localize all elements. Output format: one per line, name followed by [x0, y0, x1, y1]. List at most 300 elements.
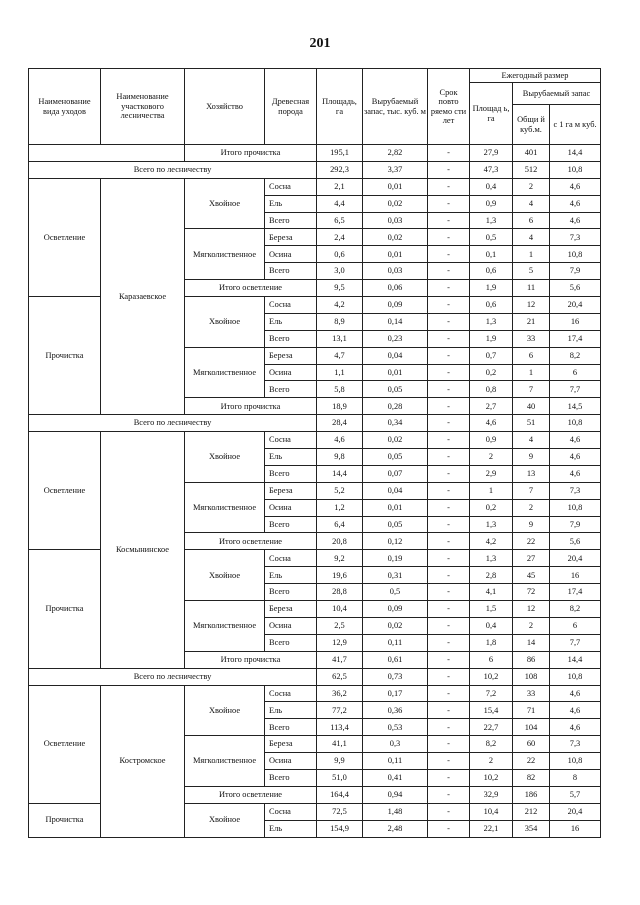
species-name: Ель [265, 313, 317, 330]
species-name: Ель [265, 820, 317, 837]
species-name: Осина [265, 617, 317, 634]
annual-area-cell: 0,2 [470, 364, 513, 381]
stock-cell: 0,11 [363, 753, 428, 770]
annual-area-cell: 0,9 [470, 195, 513, 212]
term-cell: - [428, 803, 470, 820]
stock-cell: 2,82 [363, 145, 428, 162]
stock-cell: 0,41 [363, 769, 428, 786]
area-cell: 292,3 [317, 161, 363, 178]
table-row [29, 415, 601, 432]
annual-total-cell: 212 [513, 803, 550, 820]
stock-cell: 1,48 [363, 803, 428, 820]
farm-name: Мягколиственное [185, 229, 265, 280]
term-cell: - [428, 381, 470, 398]
stock-cell: 0,04 [363, 347, 428, 364]
species-name: Береза [265, 347, 317, 364]
annual-per-ha-cell: 5,6 [550, 533, 601, 550]
total-label: Итого осветление [185, 786, 317, 803]
annual-total-cell: 71 [513, 702, 550, 719]
term-cell: - [428, 432, 470, 449]
species-name: Осина [265, 246, 317, 263]
area-cell: 2,4 [317, 229, 363, 246]
header-annual-per-ha: с 1 га м куб. [550, 105, 601, 145]
area-cell: 3,0 [317, 263, 363, 280]
area-cell: 5,2 [317, 482, 363, 499]
stock-cell: 0,09 [363, 601, 428, 618]
area-cell: 12,9 [317, 634, 363, 651]
term-cell: - [428, 736, 470, 753]
stock-cell: 0,61 [363, 651, 428, 668]
area-cell: 19,6 [317, 567, 363, 584]
stock-cell: 0,14 [363, 313, 428, 330]
term-cell: - [428, 584, 470, 601]
area-cell: 13,1 [317, 330, 363, 347]
annual-total-cell: 13 [513, 465, 550, 482]
annual-area-cell: 0,9 [470, 432, 513, 449]
term-cell: - [428, 516, 470, 533]
annual-total-cell: 6 [513, 347, 550, 364]
annual-per-ha-cell: 10,8 [550, 246, 601, 263]
annual-per-ha-cell: 4,6 [550, 449, 601, 466]
farm-name: Хвойное [185, 297, 265, 348]
species-name: Ель [265, 567, 317, 584]
stock-cell: 3,37 [363, 161, 428, 178]
table-row [29, 161, 601, 178]
annual-total-cell: 9 [513, 449, 550, 466]
term-cell: - [428, 178, 470, 195]
term-cell: - [428, 550, 470, 567]
annual-total-cell: 186 [513, 786, 550, 803]
area-cell: 28,8 [317, 584, 363, 601]
annual-area-cell: 10,2 [470, 769, 513, 786]
annual-total-cell: 86 [513, 651, 550, 668]
annual-area-cell: 1,3 [470, 212, 513, 229]
farm-name: Хвойное [185, 550, 265, 601]
annual-area-cell: 2 [470, 449, 513, 466]
annual-total-cell: 82 [513, 769, 550, 786]
annual-total-cell: 22 [513, 753, 550, 770]
area-cell: 72,5 [317, 803, 363, 820]
term-cell: - [428, 533, 470, 550]
header-stock: Вырубаемый запас, тыс. куб. м [363, 69, 428, 145]
annual-area-cell: 1,9 [470, 330, 513, 347]
stock-cell: 0,01 [363, 246, 428, 263]
stock-cell: 0,02 [363, 617, 428, 634]
stock-cell: 0,04 [363, 482, 428, 499]
forest-care-table [28, 68, 601, 838]
stock-cell: 0,05 [363, 381, 428, 398]
term-cell: - [428, 634, 470, 651]
total-label: Итого прочистка [185, 398, 317, 415]
annual-per-ha-cell: 5,7 [550, 786, 601, 803]
annual-area-cell: 0,8 [470, 381, 513, 398]
table-row [29, 432, 601, 449]
area-cell: 5,8 [317, 381, 363, 398]
annual-total-cell: 11 [513, 280, 550, 297]
area-cell: 14,4 [317, 465, 363, 482]
header-term: Срок повто ряемо сти лет [428, 69, 470, 145]
species-name: Всего [265, 212, 317, 229]
annual-per-ha-cell: 7,3 [550, 736, 601, 753]
stock-cell: 0,34 [363, 415, 428, 432]
stock-cell: 0,23 [363, 330, 428, 347]
care-type: Прочистка [29, 803, 101, 837]
stock-cell: 0,12 [363, 533, 428, 550]
species-name: Осина [265, 499, 317, 516]
header-annual-area: Площад ь, га [470, 83, 513, 145]
annual-per-ha-cell: 14,4 [550, 651, 601, 668]
farm-name: Мягколиственное [185, 601, 265, 652]
term-cell: - [428, 820, 470, 837]
area-cell: 18,9 [317, 398, 363, 415]
species-name: Всего [265, 634, 317, 651]
term-cell: - [428, 499, 470, 516]
stock-cell: 0,36 [363, 702, 428, 719]
annual-total-cell: 512 [513, 161, 550, 178]
annual-per-ha-cell: 16 [550, 820, 601, 837]
annual-per-ha-cell: 10,8 [550, 753, 601, 770]
annual-area-cell: 2 [470, 753, 513, 770]
total-label: Итого прочистка [185, 651, 317, 668]
stock-cell: 0,3 [363, 736, 428, 753]
term-cell: - [428, 719, 470, 736]
stock-cell: 0,03 [363, 212, 428, 229]
area-cell: 195,1 [317, 145, 363, 162]
annual-per-ha-cell: 17,4 [550, 330, 601, 347]
area-cell: 28,4 [317, 415, 363, 432]
area-cell: 41,1 [317, 736, 363, 753]
area-cell: 10,4 [317, 601, 363, 618]
area-cell: 9,9 [317, 753, 363, 770]
species-name: Ель [265, 195, 317, 212]
farm-name: Мягколиственное [185, 347, 265, 398]
term-cell: - [428, 668, 470, 685]
care-type: Осветление [29, 685, 101, 803]
annual-area-cell: 8,2 [470, 736, 513, 753]
header-annual-total: Общи й куб.м. [513, 105, 550, 145]
header-district: Наименование участкового лесничества [101, 69, 185, 145]
farm-name: Хвойное [185, 803, 265, 837]
stock-cell: 0,07 [363, 465, 428, 482]
species-name: Ель [265, 449, 317, 466]
species-name: Сосна [265, 178, 317, 195]
annual-per-ha-cell: 4,6 [550, 702, 601, 719]
annual-area-cell: 0,2 [470, 499, 513, 516]
annual-total-cell: 60 [513, 736, 550, 753]
term-cell: - [428, 601, 470, 618]
annual-total-cell: 27 [513, 550, 550, 567]
area-cell: 62,5 [317, 668, 363, 685]
term-cell: - [428, 651, 470, 668]
total-label: Итого осветление [185, 280, 317, 297]
stock-cell: 0,06 [363, 280, 428, 297]
annual-per-ha-cell: 4,6 [550, 178, 601, 195]
term-cell: - [428, 786, 470, 803]
term-cell: - [428, 246, 470, 263]
species-name: Всего [265, 330, 317, 347]
term-cell: - [428, 195, 470, 212]
stock-cell: 0,01 [363, 178, 428, 195]
area-cell: 9,5 [317, 280, 363, 297]
annual-area-cell: 10,4 [470, 803, 513, 820]
annual-total-cell: 104 [513, 719, 550, 736]
annual-area-cell: 6 [470, 651, 513, 668]
term-cell: - [428, 702, 470, 719]
care-type: Прочистка [29, 297, 101, 415]
annual-area-cell: 1,9 [470, 280, 513, 297]
area-cell: 4,7 [317, 347, 363, 364]
farm-name: Хвойное [185, 685, 265, 736]
annual-area-cell: 22,1 [470, 820, 513, 837]
farm-name: Хвойное [185, 178, 265, 229]
area-cell: 51,0 [317, 769, 363, 786]
area-cell: 77,2 [317, 702, 363, 719]
term-cell: - [428, 229, 470, 246]
term-cell: - [428, 330, 470, 347]
header-annual-stock: Вырубаемый запас [513, 83, 601, 105]
stock-cell: 0,01 [363, 499, 428, 516]
annual-per-ha-cell: 4,6 [550, 212, 601, 229]
table-row [29, 178, 601, 195]
area-cell: 0,6 [317, 246, 363, 263]
annual-per-ha-cell: 8,2 [550, 601, 601, 618]
annual-area-cell: 0,7 [470, 347, 513, 364]
term-cell: - [428, 313, 470, 330]
district-name: Каразаевское [101, 178, 185, 414]
annual-area-cell: 2,8 [470, 567, 513, 584]
annual-total-cell: 108 [513, 668, 550, 685]
annual-area-cell: 0,4 [470, 617, 513, 634]
table-row [29, 685, 601, 702]
species-name: Всего [265, 263, 317, 280]
annual-total-cell: 1 [513, 364, 550, 381]
annual-total-cell: 12 [513, 601, 550, 618]
farm-name: Мягколиственное [185, 736, 265, 787]
annual-per-ha-cell: 5,6 [550, 280, 601, 297]
annual-per-ha-cell: 8,2 [550, 347, 601, 364]
page-number: 201 [309, 36, 331, 51]
area-cell: 154,9 [317, 820, 363, 837]
term-cell: - [428, 482, 470, 499]
stock-cell: 0,19 [363, 550, 428, 567]
annual-per-ha-cell: 7,3 [550, 229, 601, 246]
annual-total-cell: 40 [513, 398, 550, 415]
annual-total-cell: 33 [513, 330, 550, 347]
table-row [29, 668, 601, 685]
area-cell: 4,4 [317, 195, 363, 212]
annual-area-cell: 1 [470, 482, 513, 499]
annual-total-cell: 2 [513, 617, 550, 634]
annual-total-cell: 7 [513, 381, 550, 398]
annual-area-cell: 27,9 [470, 145, 513, 162]
term-cell: - [428, 347, 470, 364]
stock-cell: 0,31 [363, 567, 428, 584]
table-body [29, 145, 601, 838]
species-name: Сосна [265, 803, 317, 820]
stock-cell: 0,02 [363, 229, 428, 246]
term-cell: - [428, 212, 470, 229]
grand-total-label: Всего по лесничеству [29, 161, 317, 178]
species-name: Осина [265, 364, 317, 381]
species-name: Сосна [265, 685, 317, 702]
annual-total-cell: 7 [513, 482, 550, 499]
annual-area-cell: 1,8 [470, 634, 513, 651]
area-cell: 2,1 [317, 178, 363, 195]
annual-area-cell: 2,7 [470, 398, 513, 415]
annual-total-cell: 354 [513, 820, 550, 837]
annual-area-cell: 1,3 [470, 516, 513, 533]
empty-cell [29, 145, 185, 162]
area-cell: 9,2 [317, 550, 363, 567]
annual-total-cell: 51 [513, 415, 550, 432]
term-cell: - [428, 398, 470, 415]
area-cell: 41,7 [317, 651, 363, 668]
total-label: Итого осветление [185, 533, 317, 550]
annual-per-ha-cell: 10,8 [550, 499, 601, 516]
annual-total-cell: 12 [513, 297, 550, 314]
annual-total-cell: 72 [513, 584, 550, 601]
annual-per-ha-cell: 8 [550, 769, 601, 786]
annual-per-ha-cell: 4,6 [550, 195, 601, 212]
area-cell: 6,4 [317, 516, 363, 533]
annual-per-ha-cell: 4,6 [550, 685, 601, 702]
stock-cell: 0,09 [363, 297, 428, 314]
species-name: Береза [265, 736, 317, 753]
annual-per-ha-cell: 14,4 [550, 145, 601, 162]
stock-cell: 0,94 [363, 786, 428, 803]
annual-per-ha-cell: 4,6 [550, 432, 601, 449]
annual-per-ha-cell: 4,6 [550, 719, 601, 736]
term-cell: - [428, 449, 470, 466]
species-name: Всего [265, 584, 317, 601]
annual-total-cell: 9 [513, 516, 550, 533]
stock-cell: 0,03 [363, 263, 428, 280]
species-name: Всего [265, 465, 317, 482]
species-name: Береза [265, 601, 317, 618]
annual-per-ha-cell: 16 [550, 567, 601, 584]
header-annual: Ежегодный размер [470, 69, 601, 83]
total-label: Итого прочистка [185, 145, 317, 162]
farm-name: Мягколиственное [185, 482, 265, 533]
stock-cell: 0,01 [363, 364, 428, 381]
header-area: Площадь, га [317, 69, 363, 145]
area-cell: 4,6 [317, 432, 363, 449]
area-cell: 6,5 [317, 212, 363, 229]
farm-name: Хвойное [185, 432, 265, 483]
species-name: Береза [265, 482, 317, 499]
annual-total-cell: 5 [513, 263, 550, 280]
district-name: Костромское [101, 685, 185, 837]
stock-cell: 0,02 [363, 432, 428, 449]
stock-cell: 0,73 [363, 668, 428, 685]
care-type: Прочистка [29, 550, 101, 668]
stock-cell: 0,05 [363, 449, 428, 466]
annual-total-cell: 14 [513, 634, 550, 651]
stock-cell: 0,28 [363, 398, 428, 415]
annual-per-ha-cell: 16 [550, 313, 601, 330]
annual-per-ha-cell: 6 [550, 364, 601, 381]
term-cell: - [428, 297, 470, 314]
species-name: Всего [265, 516, 317, 533]
annual-per-ha-cell: 14,5 [550, 398, 601, 415]
care-type: Осветление [29, 178, 101, 296]
header-species: Древесная порода [265, 69, 317, 145]
care-type: Осветление [29, 432, 101, 550]
annual-area-cell: 0,1 [470, 246, 513, 263]
annual-area-cell: 0,5 [470, 229, 513, 246]
annual-area-cell: 10,2 [470, 668, 513, 685]
header-type: Наименование вида уходов [29, 69, 101, 145]
stock-cell: 0,05 [363, 516, 428, 533]
term-cell: - [428, 364, 470, 381]
header-farm: Хозяйство [185, 69, 265, 145]
annual-per-ha-cell: 20,4 [550, 803, 601, 820]
species-name: Всего [265, 381, 317, 398]
term-cell: - [428, 617, 470, 634]
term-cell: - [428, 465, 470, 482]
term-cell: - [428, 415, 470, 432]
stock-cell: 0,11 [363, 634, 428, 651]
area-cell: 8,9 [317, 313, 363, 330]
annual-total-cell: 45 [513, 567, 550, 584]
annual-per-ha-cell: 20,4 [550, 550, 601, 567]
annual-total-cell: 401 [513, 145, 550, 162]
species-name: Осина [265, 753, 317, 770]
stock-cell: 0,17 [363, 685, 428, 702]
annual-per-ha-cell: 10,8 [550, 161, 601, 178]
annual-per-ha-cell: 7,3 [550, 482, 601, 499]
species-name: Ель [265, 702, 317, 719]
stock-cell: 0,53 [363, 719, 428, 736]
annual-area-cell: 22,7 [470, 719, 513, 736]
grand-total-label: Всего по лесничеству [29, 415, 317, 432]
annual-per-ha-cell: 10,8 [550, 415, 601, 432]
species-name: Всего [265, 769, 317, 786]
term-cell: - [428, 280, 470, 297]
annual-total-cell: 6 [513, 212, 550, 229]
annual-per-ha-cell: 20,4 [550, 297, 601, 314]
annual-area-cell: 0,6 [470, 297, 513, 314]
area-cell: 20,8 [317, 533, 363, 550]
annual-area-cell: 32,9 [470, 786, 513, 803]
annual-area-cell: 1,3 [470, 550, 513, 567]
table-row [29, 145, 601, 162]
annual-area-cell: 7,2 [470, 685, 513, 702]
annual-total-cell: 4 [513, 229, 550, 246]
annual-per-ha-cell: 6 [550, 617, 601, 634]
area-cell: 1,1 [317, 364, 363, 381]
annual-total-cell: 4 [513, 432, 550, 449]
species-name: Сосна [265, 297, 317, 314]
term-cell: - [428, 685, 470, 702]
stock-cell: 0,5 [363, 584, 428, 601]
annual-area-cell: 1,3 [470, 313, 513, 330]
district-name: Космынинское [101, 432, 185, 668]
term-cell: - [428, 263, 470, 280]
stock-cell: 0,02 [363, 195, 428, 212]
annual-per-ha-cell: 10,8 [550, 668, 601, 685]
area-cell: 164,4 [317, 786, 363, 803]
annual-area-cell: 4,2 [470, 533, 513, 550]
annual-area-cell: 0,6 [470, 263, 513, 280]
area-cell: 2,5 [317, 617, 363, 634]
annual-per-ha-cell: 7,7 [550, 634, 601, 651]
species-name: Сосна [265, 550, 317, 567]
grand-total-label: Всего по лесничеству [29, 668, 317, 685]
annual-per-ha-cell: 7,9 [550, 263, 601, 280]
species-name: Береза [265, 229, 317, 246]
area-cell: 1,2 [317, 499, 363, 516]
